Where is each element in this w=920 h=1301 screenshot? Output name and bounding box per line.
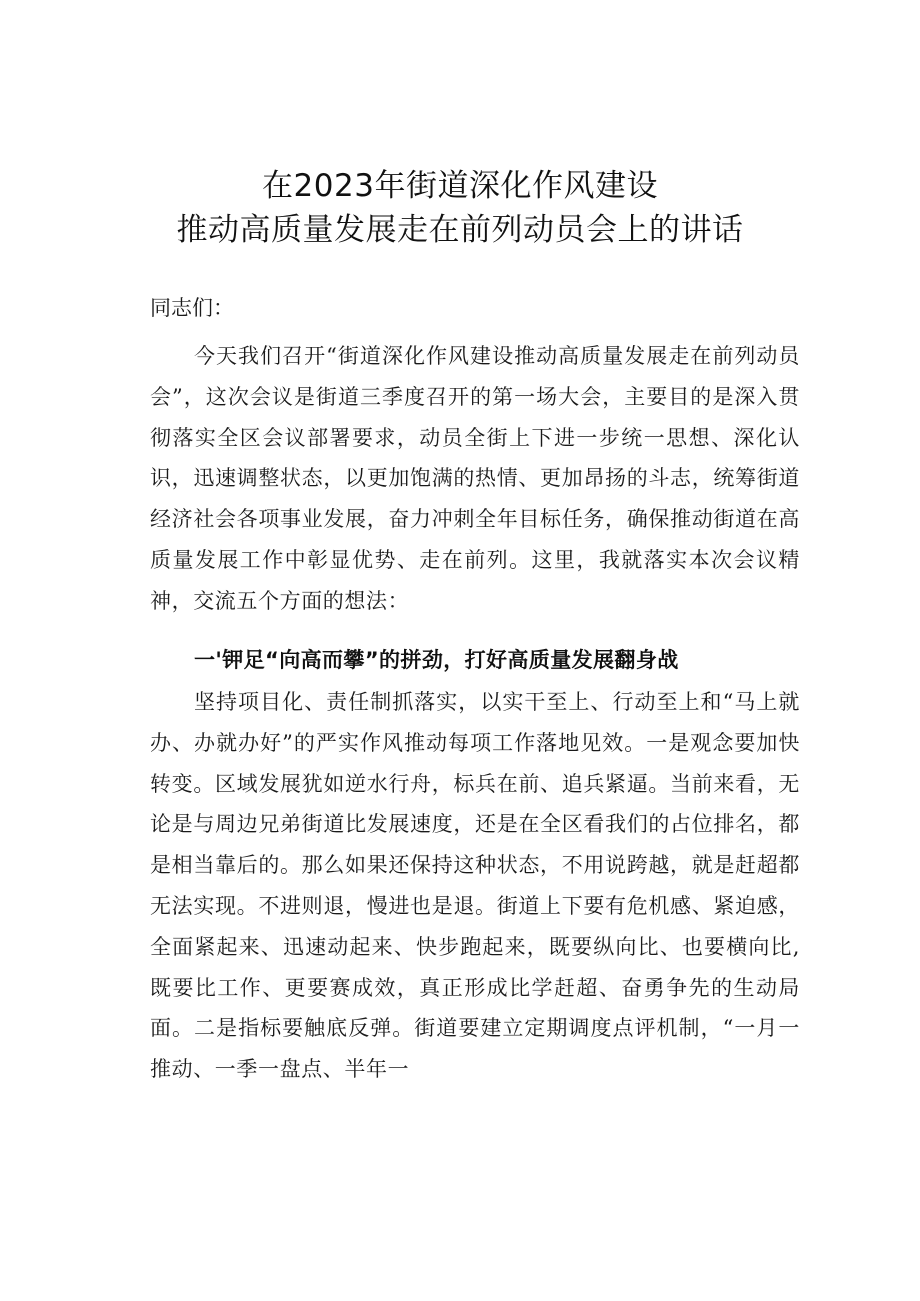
document-title-line-2: 推动高质量发展走在前列动员会上的讲话 [176, 212, 744, 248]
document-title-line-1: 在2023年街道深化作风建设 [262, 168, 658, 204]
paragraph-section-1: 坚持项目化、责任制抓落实，以实干至上、行动至上和“马上就办、办就办好”的严实作风推动每项工作落地见效。一是观念要加快转变。区域发展犹如逆水行舟，标兵在前、追兵紧逼。当前来看，无论是与周边兄弟街道比发展速度，还是在全区看我们的占位排名，都是相当靠后的。那么如果还保持这种状态，不用说跨越，就是赶超都无法实现。不进则退，慢进也是退。街道上下要有危机感、紧迫感，全面紧起来、迅速动起来、快步跑起来，既要纵向比、也要横向比,既要比工作、更要赛成效，真正形成比学赶超、奋勇争先的生动局面。二是指标要触底反弹。街道要建立定期调度点评机制，“一月一推动、一季一盘点、半年一 [150, 690, 800, 1082]
section-heading-1: 一'钾足“向高而攀”的拼劲，打好高质量发展翻身战 [194, 648, 679, 672]
paragraph-intro: 今天我们召开“街道深化作风建设推动高质量发展走在前列动员会”，这次会议是街道三季度召开的第一场大会，主要目的是深入贯彻落实全区会议部署要求，动员全街上下进一步统一思想、深化认识，迅速调整状态，以更加饱满的热情、更加昂扬的斗志，统筹街道经济社会各项事业发展，奋力冲刺全年目标任务，确保推动街道在高质量发展工作中彰显优势、走在前列。这里，我就落实本次会议精神，交流五个方面的想法： [150, 344, 800, 613]
salutation: 同志们： [150, 296, 234, 320]
